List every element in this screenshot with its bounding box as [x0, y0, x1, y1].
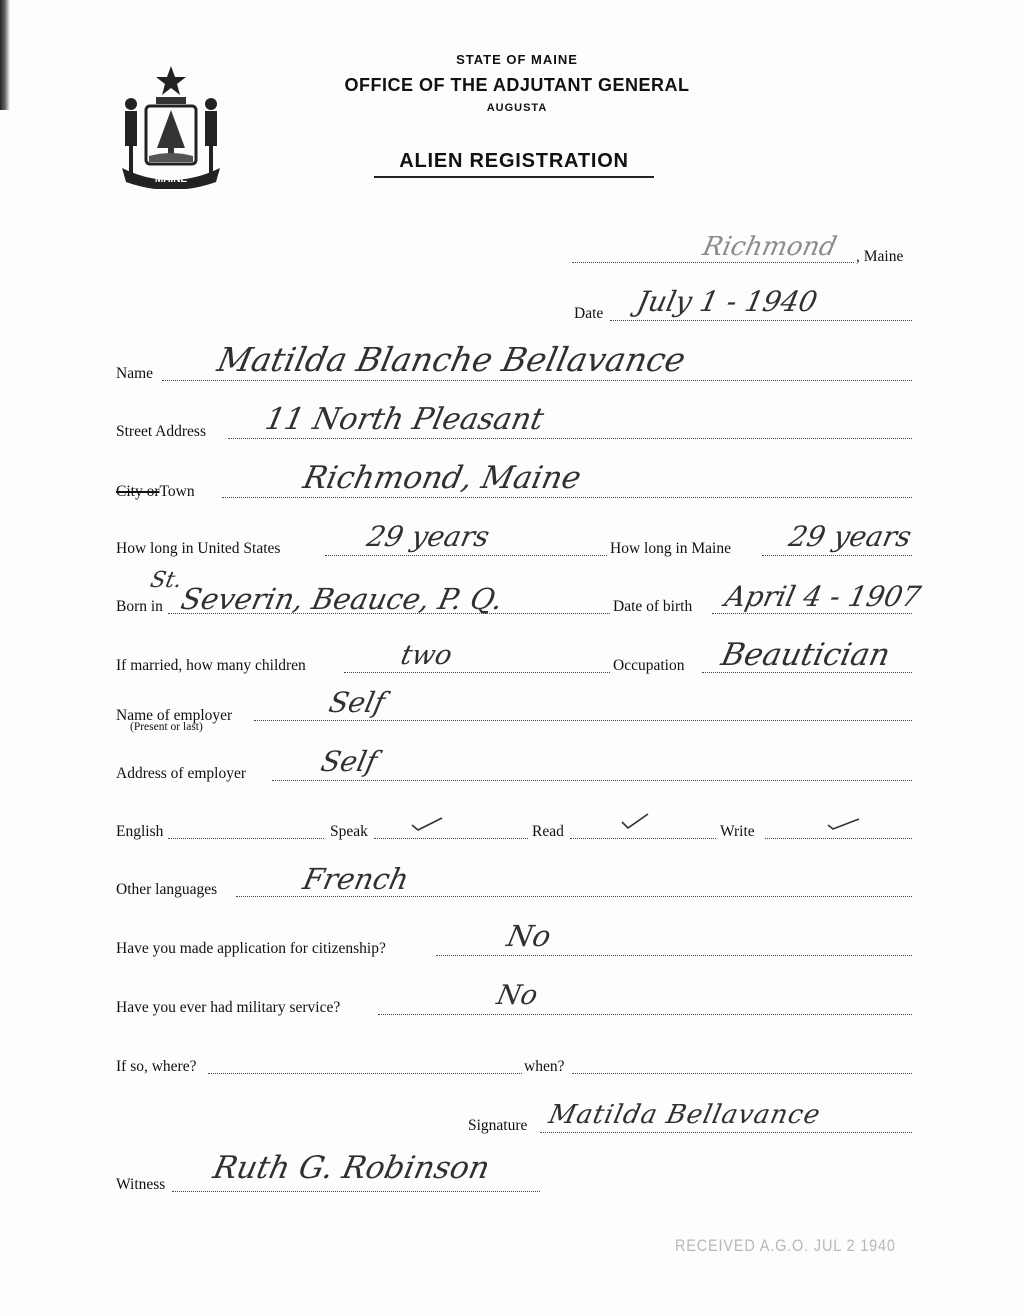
children-value: two — [398, 640, 455, 671]
occupation-label: Occupation — [613, 657, 685, 674]
other-languages-line — [236, 896, 912, 897]
date-label: Date — [574, 305, 604, 322]
children-label: If married, how many children — [116, 657, 306, 674]
speak-label: Speak — [330, 823, 368, 840]
military-line — [378, 1014, 912, 1015]
date-value: July 1 - 1940 — [634, 285, 821, 318]
employer-address-label: Address of employer — [116, 765, 246, 782]
born-prefix-value: St. — [148, 568, 185, 593]
employer-line — [254, 720, 912, 721]
when-label: when? — [524, 1058, 565, 1075]
read-line — [570, 838, 716, 839]
street-value: 11 North Pleasant — [262, 402, 547, 437]
where-line — [208, 1073, 522, 1074]
signature-value: Matilda Bellavance — [546, 1100, 824, 1130]
english-label: English — [116, 823, 164, 840]
form-title: ALIEN REGISTRATION — [374, 150, 654, 178]
born-label: Born in — [116, 598, 163, 615]
citizenship-label: Have you made application for citizenship? — [116, 940, 386, 957]
write-check-icon — [826, 815, 860, 831]
years-us-value: 29 years — [364, 520, 493, 553]
name-label: Name — [116, 365, 154, 382]
town-line — [222, 497, 912, 498]
street-label: Street Address — [116, 423, 206, 440]
years-maine-line — [762, 555, 912, 556]
town-value: Richmond, Maine — [300, 460, 585, 496]
military-label: Have you ever had military service? — [116, 999, 341, 1016]
employer-label: Name of employer — [116, 707, 233, 724]
years-maine-label: How long in Maine — [610, 540, 731, 557]
dob-label: Date of birth — [613, 598, 693, 615]
speak-check-icon — [410, 815, 444, 831]
witness-label: Witness — [116, 1176, 166, 1193]
when-line — [572, 1073, 912, 1074]
employer-value: Self — [326, 686, 389, 719]
street-line — [228, 438, 912, 439]
children-line — [344, 672, 610, 673]
read-label: Read — [532, 823, 564, 840]
citizenship-value: No — [504, 919, 555, 953]
city-heading: AUGUSTA — [486, 102, 548, 114]
location-suffix-label: , Maine — [856, 248, 904, 265]
citizenship-line — [436, 955, 912, 956]
dob-line — [712, 613, 912, 614]
location-line — [572, 262, 854, 263]
name-value: Matilda Blanche Bellavance — [214, 340, 690, 379]
write-line — [765, 838, 912, 839]
received-stamp: RECEIVED A.G.O. JUL 2 1940 — [675, 1236, 896, 1255]
signature-label: Signature — [468, 1117, 528, 1134]
witness-value: Ruth G. Robinson — [210, 1150, 493, 1186]
office-heading: OFFICE OF THE ADJUTANT GENERAL — [344, 75, 690, 95]
date-line — [610, 320, 912, 321]
other-languages-label: Other languages — [116, 881, 218, 898]
state-heading: STATE OF MAINE — [456, 52, 578, 67]
employer-sublabel: (Present or last) — [130, 721, 203, 733]
born-value: Severin, Beauce, P. Q. — [178, 582, 506, 616]
other-languages-value: French — [300, 862, 412, 896]
signature-line — [540, 1132, 912, 1133]
town-label-text: Town — [159, 483, 195, 500]
read-check-icon — [618, 813, 652, 829]
name-line — [162, 380, 912, 381]
employer-address-line — [272, 780, 912, 781]
location-value: Richmond — [700, 232, 840, 262]
military-value: No — [494, 980, 541, 1011]
years-us-line — [325, 555, 607, 556]
years-maine-value: 29 years — [786, 520, 915, 553]
occupation-value: Beautician — [718, 637, 894, 673]
employer-address-value: Self — [318, 745, 381, 778]
town-struck-label: City or — [116, 483, 160, 500]
speak-line — [374, 838, 528, 839]
dob-value: April 4 - 1907 — [722, 580, 924, 613]
svg-text:MAINE: MAINE — [154, 174, 188, 185]
where-label: If so, where? — [116, 1058, 197, 1075]
town-label — [116, 483, 195, 501]
years-us-label: How long in United States — [116, 540, 281, 557]
witness-line — [172, 1191, 540, 1192]
english-line — [168, 838, 324, 839]
write-label: Write — [720, 823, 755, 840]
